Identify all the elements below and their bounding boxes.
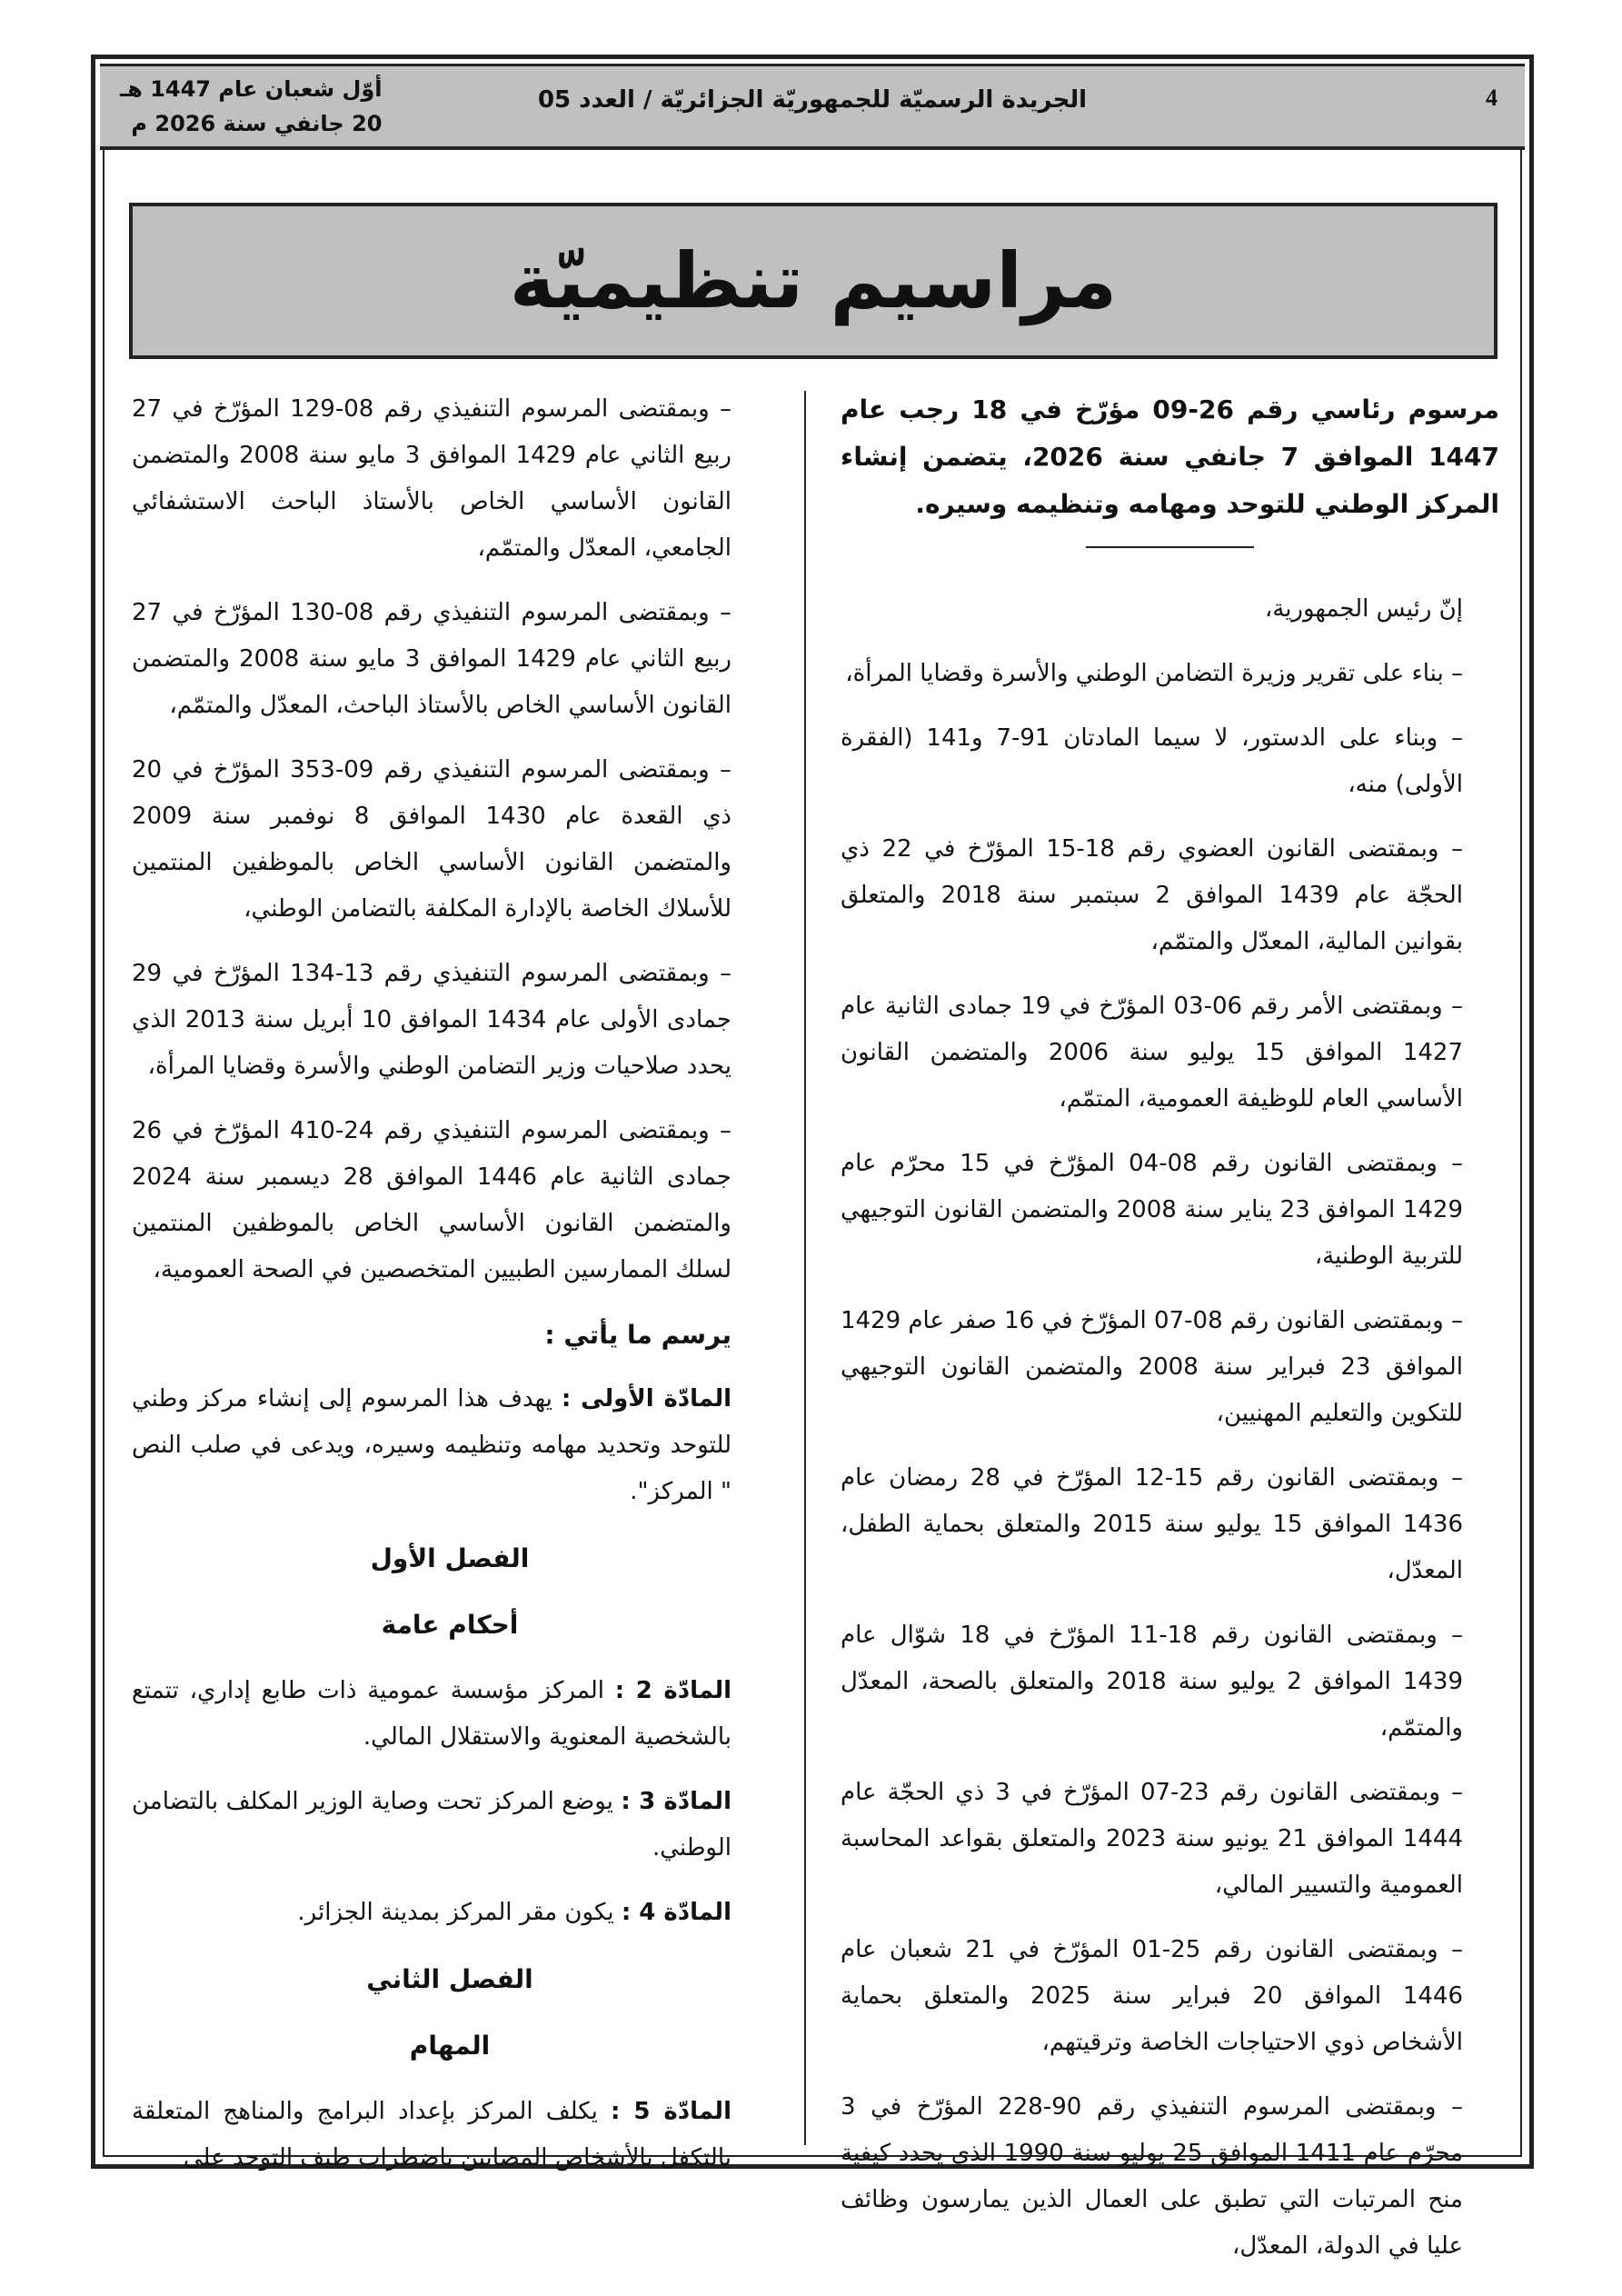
preamble-paragraph: – وبمقتضى المرسوم التنفيذي رقم 24-410 المؤرّخ في 26 جمادى الثانية عام 1446 الموافق 28 ديسمبر سنة 2024 والمتضمن القانون الأساسي الخاص بالموظفين المنتمين لسلك الممارسين الطبيين المتخصصين في الصحة العمومية، [132, 1117, 731, 1283]
page-number: 4 [1486, 85, 1498, 111]
chapter-2-title: الفصل الثاني [366, 1964, 533, 1994]
left-column [132, 386, 768, 2200]
preamble-paragraph: – وبمقتضى القانون رقم 08-07 المؤرّخ في 16 صفر عام 1429 الموافق 23 فبراير سنة 2008 والمتضمن القانون التوجيهي للتكوين والتعليم المهنيين، [841, 1307, 1464, 1427]
preamble-paragraph: – وبمقتضى المرسوم التنفيذي رقم 90-228 المؤرّخ في 3 محرّم عام 1411 الموافق 25 يوليو سنة 1990 الذي يحدد كيفية منح المرتبات التي تطبق على العمال الذين يمارسون وظائف عليا في الدولة، المعدّل، [841, 2093, 1464, 2260]
issue-date [120, 72, 382, 141]
chapter-2-subtitle: المهام [409, 2031, 491, 2061]
decree-title: مرسوم رئاسي رقم 26-09 مؤرّخ في 18 رجب عام 1447 الموافق 7 جانفي سنة 2026، يتضمن إنشاء المركز الوطني للتوحد ومهامه وتنظيمه وسيره. [841, 394, 1499, 519]
section-title-box [129, 203, 1498, 359]
preamble-paragraph: – وبمقتضى المرسوم التنفيذي رقم 13-134 المؤرّخ في 29 جمادى الأولى عام 1434 الموافق 10 أبريل سنة 2013 الذي يحدد صلاحيات وزير التضامن الوطني والأسرة وقضايا المرأة، [132, 960, 731, 1080]
chapter-1-subtitle: أحكام عامة [381, 1610, 519, 1640]
preamble-paragraph: – وبمقتضى المرسوم التنفيذي رقم 08-129 المؤرّخ في 27 ربيع الثاني عام 1429 الموافق 3 مايو سنة 2008 والمتضمن القانون الأساسي الخاص بالأستاذ الباحث الاستشفائي الجامعي، المعدّل والمتمّم، [132, 395, 731, 562]
preamble-paragraph: – وبمقتضى القانون رقم 15-12 المؤرّخ في 28 رمضان عام 1436 الموافق 15 يوليو سنة 2015 والمتعلق بحماية الطفل، المعدّل، [841, 1464, 1463, 1584]
preamble-paragraph: – وبمقتضى القانون رقم 23-07 المؤرّخ في 3 ذي الحجّة عام 1444 الموافق 21 يونيو سنة 2023 والمتعلق بقواعد المحاسبة العمومية والتسيير المالي، [841, 1779, 1463, 1899]
article-5 [132, 2089, 768, 2181]
preamble-list-continued [132, 386, 768, 1293]
page-header [100, 64, 1525, 150]
article-text: يكون مقر المركز بمدينة الجزائر. [297, 1899, 622, 1926]
article-1 [132, 1376, 768, 1515]
article-label: المادّة 4 : [621, 1899, 731, 1926]
title-rule [1086, 546, 1254, 548]
preamble-paragraph: – وبمقتضى المرسوم التنفيذي رقم 09-353 المؤرّخ في 20 ذي القعدة عام 1430 الموافق 8 نوفمبر سنة 2009 والمتضمن القانون الأساسي الخاص بالموظفين المنتمين للأسلاك الخاصة بالإدارة المكلفة بالتضامن الوطني، [132, 756, 731, 923]
article-text: يهدف هذا المرسوم إلى إنشاء مركز وطني للتوحد وتحديد مهامه وتنظيمه وسيره، ويدعى في صلب النص " المركز". [132, 1385, 731, 1505]
preamble-paragraph: – وبمقتضى المرسوم التنفيذي رقم 08-130 المؤرّخ في 27 ربيع الثاني عام 1429 الموافق 3 مايو سنة 2008 والمتضمن القانون الأساسي الخاص بالأستاذ الباحث، المعدّل والمتمّم، [132, 599, 731, 719]
article-text: يكلف المركز بإعداد البرامج والمناهج المتعلقة بالتكفل بالأشخاص المصابين باضطراب طيف التوحد على [132, 2098, 731, 2171]
opening-line: إنّ رئيس الجمهورية، [1264, 595, 1463, 623]
article-3 [132, 1779, 768, 1872]
date-hijri: أوّل شعبان عام 1447 هـ [120, 76, 383, 102]
preamble-paragraph: – وبناء على الدستور، لا سيما المادتان 91-7 و141 (الفقرة الأولى) منه، [841, 724, 1464, 798]
article-label: المادّة 5 : [611, 2098, 731, 2125]
article-text: المركز مؤسسة عمومية ذات طابع إداري، تتمتع بالشخصية المعنوية والاستقلال المالي. [132, 1677, 731, 1751]
chapter-1-title: الفصل الأول [370, 1543, 530, 1573]
decrees-heading: يرسم ما يأتي : [544, 1320, 731, 1350]
article-label: المادّة 2 : [614, 1677, 731, 1704]
article-label: المادّة الأولى : [561, 1385, 731, 1413]
preamble-paragraph: – وبمقتضى القانون رقم 18-11 المؤرّخ في 18 شوّال عام 1439 الموافق 2 يوليو سنة 2018 والمتعلق بالصحة، المعدّل والمتمّم، [841, 1622, 1463, 1742]
preamble-paragraph: – وبمقتضى القانون العضوي رقم 18-15 المؤرّخ في 22 ذي الحجّة عام 1439 الموافق 2 سبتمبر سنة 2018 والمتعلق بقوانين المالية، المعدّل والمتمّم، [841, 835, 1463, 955]
section-title: مراسيم تنظيميّة [509, 236, 1118, 325]
preamble-paragraph: – وبمقتضى الأمر رقم 06-03 المؤرّخ في 19 جمادى الثانية عام 1427 الموافق 15 يوليو سنة 2006 والمتضمن القانون الأساسي العام للوظيفة العمومية، المتمّم، [841, 993, 1464, 1113]
article-4 [132, 1890, 768, 1936]
column-divider [804, 391, 806, 2145]
preamble-paragraph: – وبمقتضى القانون رقم 08-04 المؤرّخ في 15 محرّم عام 1429 الموافق 23 يناير سنة 2008 والمتضمن القانون التوجيهي للتربية الوطنية، [841, 1150, 1464, 1270]
article-label: المادّة 3 : [621, 1788, 731, 1815]
gazette-title: الجريدة الرسميّة للجمهوريّة الجزائريّة / العدد 05 [537, 86, 1088, 114]
article-text: يوضع المركز تحت وصاية الوزير المكلف بالتضامن الوطني. [132, 1788, 731, 1862]
article-2 [132, 1668, 768, 1761]
date-gregorian: 20 جانفي سنة 2026 م [131, 111, 383, 136]
preamble-paragraph: – وبمقتضى القانون رقم 25-01 المؤرّخ في 21 شعبان عام 1446 الموافق 20 فبراير سنة 2025 والمتعلق بحماية الأشخاص ذوي الاحتياجات الخاصة وترقيتهم، [841, 1936, 1463, 2056]
preamble-paragraph: – بناء على تقرير وزيرة التضامن الوطني والأسرة وقضايا المرأة، [845, 660, 1463, 687]
right-column [841, 386, 1499, 2288]
preamble-list [841, 651, 1499, 2270]
